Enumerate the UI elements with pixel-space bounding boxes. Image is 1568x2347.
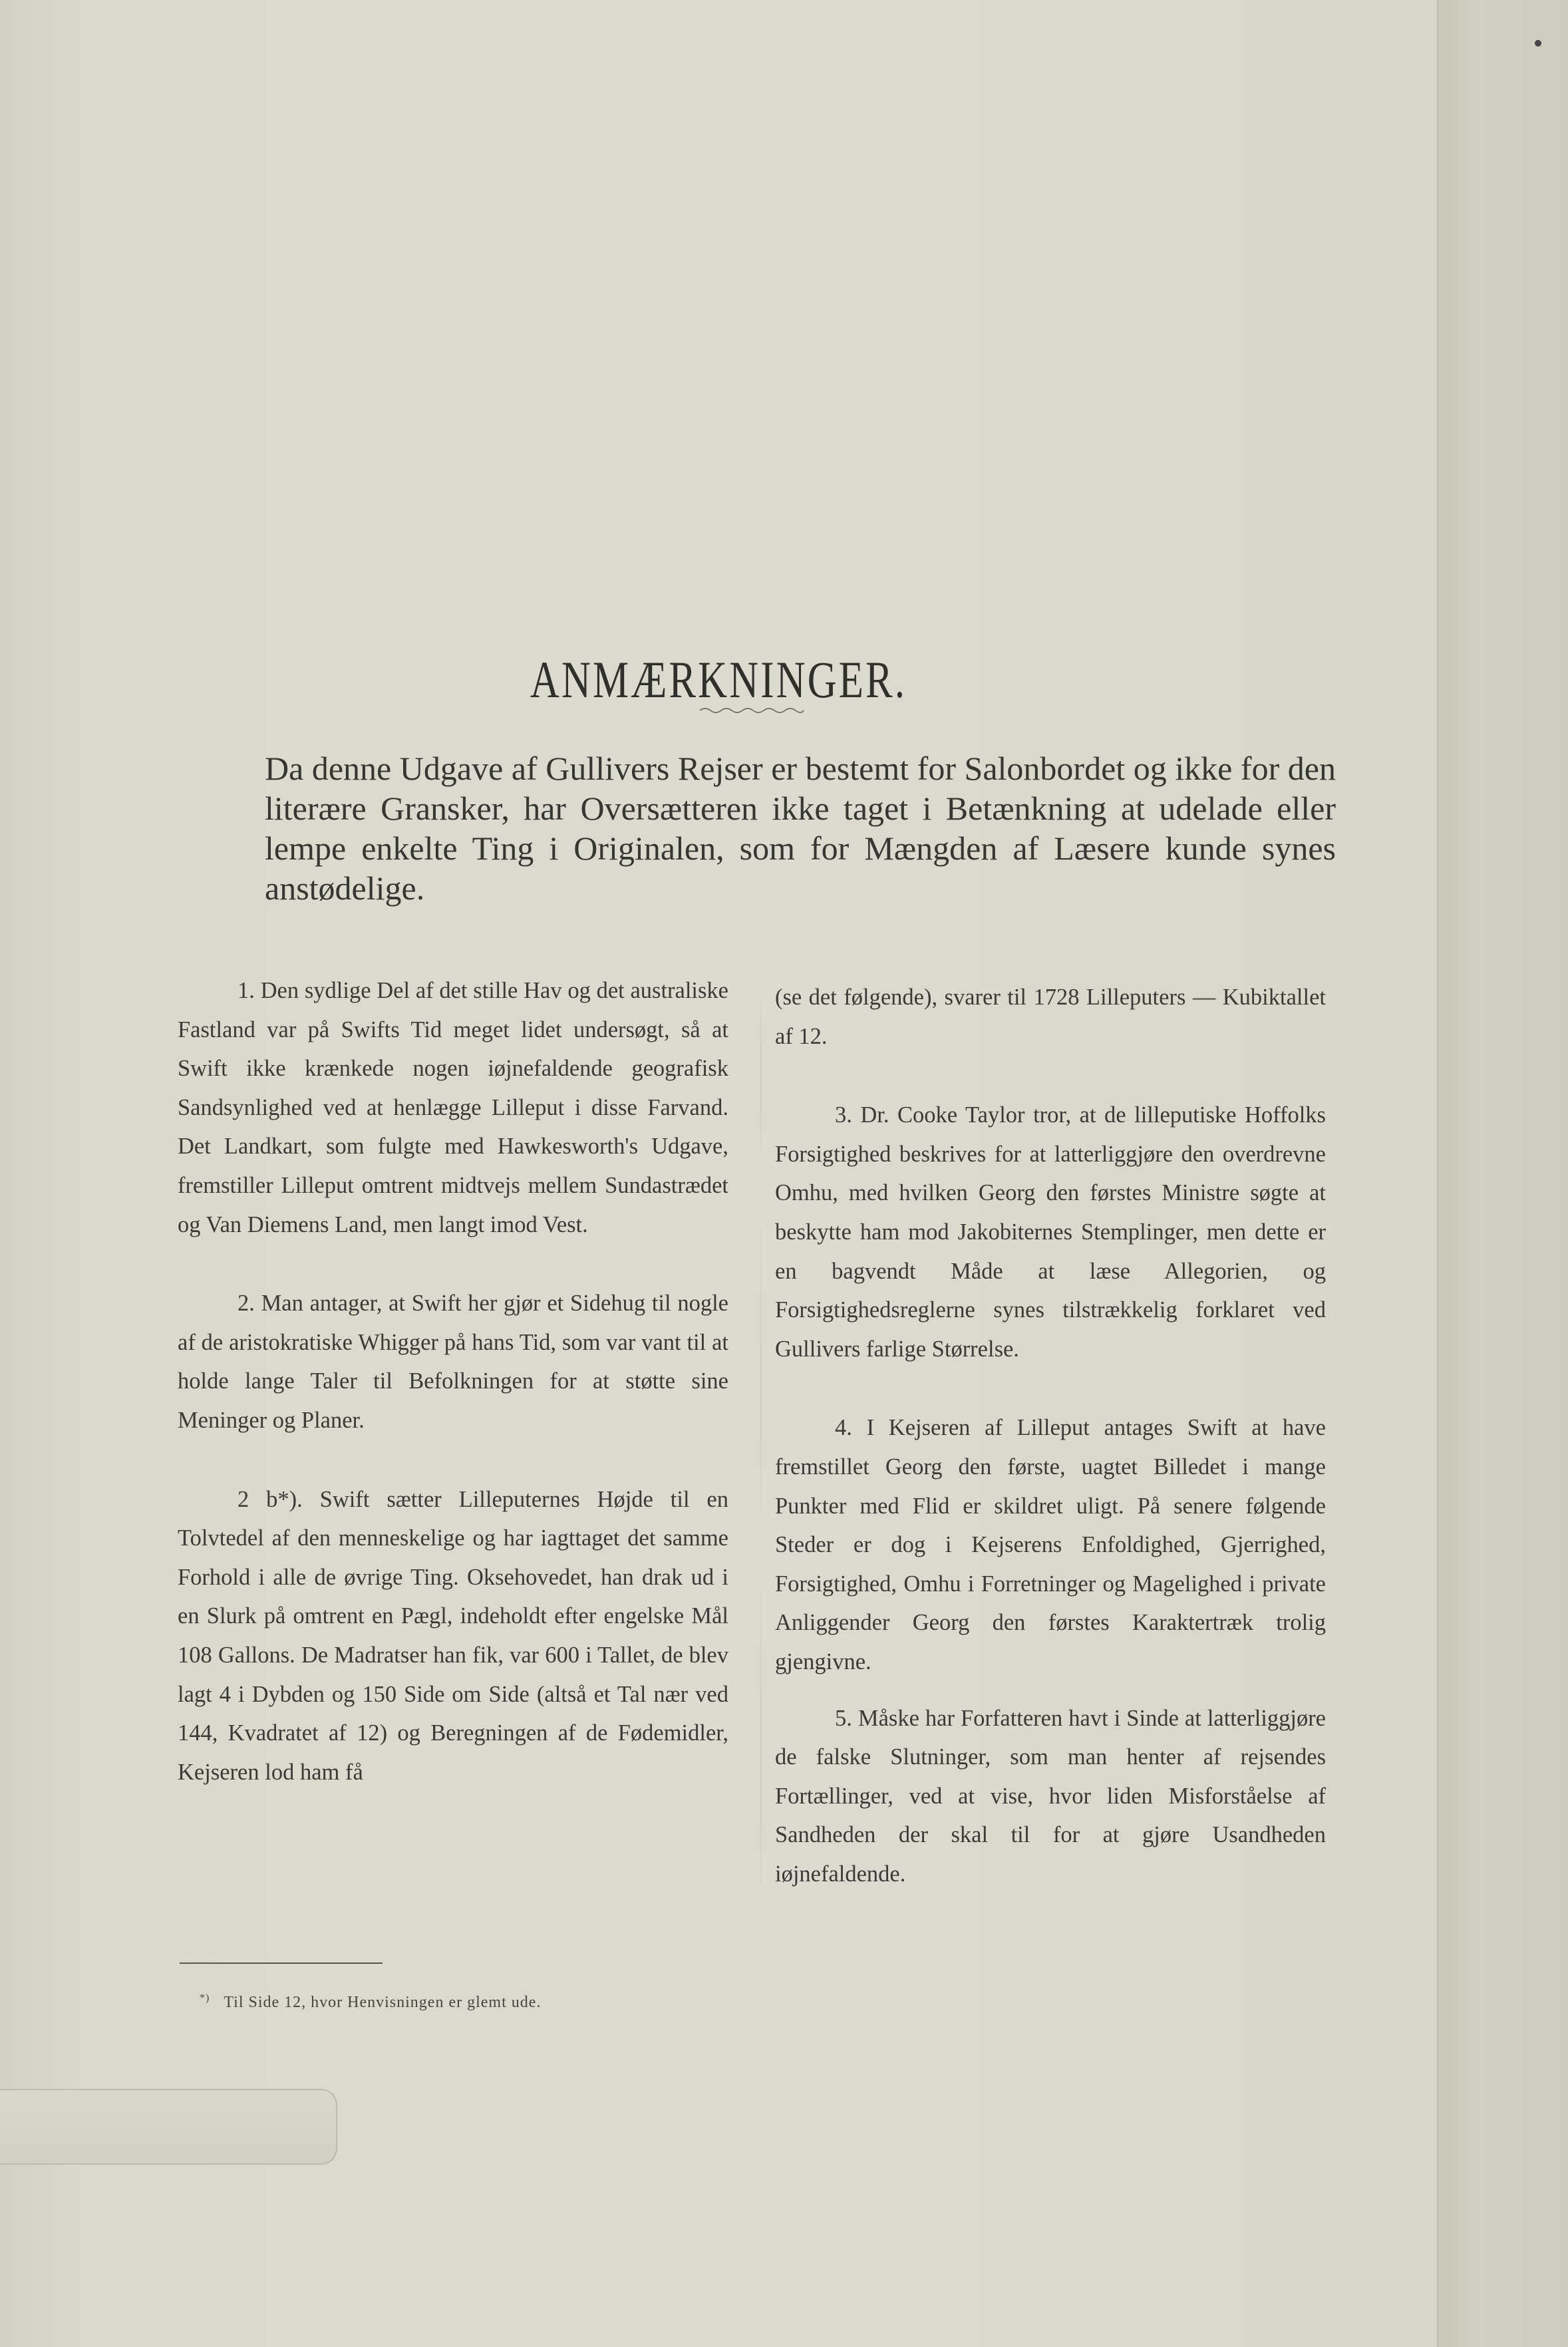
title-ornament: [699, 705, 805, 714]
page-edge: [1437, 0, 1568, 2347]
footnote: [200, 1992, 541, 2012]
right-column: [775, 978, 1326, 1893]
note-continuation: (se det følgende), svarer til 1728 Lilleputers — Kubiktallet af 12.: [775, 985, 1326, 1049]
footnote-text: Til Side 12, hvor Henvisningen er glemt ude.: [224, 1994, 542, 2011]
note-1: 1. Den sydlige Del af det stille Hav og det australiske Fastland var på Swifts Tid meget lidet undersøgt, så at Swift ikke krænkede nogen iøjnefaldende geografisk Sandsynlighed ved at henlægge Lilleput i disse Farvand. Det Landkart, som fulgte med Hawkesworth's Udgave, fremstiller Lilleput omtrent midtvejs mellem Sundastrædet og Van Diemens Land, men langt imod Vest.: [178, 978, 728, 1237]
ink-spot: [1535, 40, 1541, 47]
column-divider: [760, 985, 762, 1916]
footnote-marker: *): [200, 1992, 210, 2004]
note-5: 5. Måske har Forfatteren havt i Sinde at latterliggjøre de falske Slutninger, som man henter af rejsendes Fortællinger, ved at vise, hvor liden Misforståelse af Sandheden der skal til for at gjøre Usandheden iøjnefaldende.: [775, 1705, 1326, 1887]
left-column: [178, 971, 728, 1792]
note-3: 3. Dr. Cooke Taylor tror, at de lilleputiske Hoffolks Forsigtighed beskrives for at latterliggjøre den overdrevne Omhu, med hvilken Georg den førstes Ministre søgte at beskytte ham mod Jakobiternes Stemplinger, men dette er en bagvendt Måde at læse Allegorien, og Forsigtighedsreglerne synes tilstrækkelig forklaret ved Gullivers farlige Størrelse.: [775, 1102, 1326, 1362]
footnote-rule: [180, 1962, 383, 1964]
page-title: ANMÆRKNINGER.: [530, 651, 907, 709]
note-2: 2. Man antager, at Swift her gjør et Sidehug til nogle af de aristokratiske Whigger på hans Tid, som var vant til at holde lange Taler til Befolkningen for at støtte sine Meninger og Planer.: [178, 1291, 728, 1433]
note-4: 4. I Kejseren af Lilleput antages Swift at have fremstillet Georg den første, uagtet Billedet i mange Punkter med Flid er skildret uligt. På senere følgende Steder er dog i Kejserens Enfoldighed, Gjerrighed, Forsigtighed, Omhu i Forretninger og Magelighed i private Anliggender Georg den førstes Karaktertræk trolig gjengivne.: [775, 1415, 1326, 1674]
intro-paragraph: Da denne Udgave af Gullivers Rejser er bestemt for Salonbordet og ikke for den literære Gransker, har Oversætteren ikke taget i Betænkning at udelade eller lempe enkelte Ting i Originalen, som for Mængden af Læsere kunde synes anstødelige.: [265, 750, 1336, 907]
page-tab: [0, 2089, 337, 2165]
note-2b: 2 b*). Swift sætter Lilleputernes Højde til en Tolvtedel af den menneskelige og har iagttaget det samme Forhold i alle de øvrige Ting. Oksehovedet, han drak ud i en Slurk på omtrent en Pægl, indeholdt efter engelske Mål 108 Gallons. De Madratser han fik, var 600 i Tallet, de blev lagt 4 i Dybden og 150 Side om Side (altså et Tal nær ved 144, Kvadratet af 12) og Beregningen af de Fødemidler, Kejseren lod ham få: [178, 1486, 728, 1785]
